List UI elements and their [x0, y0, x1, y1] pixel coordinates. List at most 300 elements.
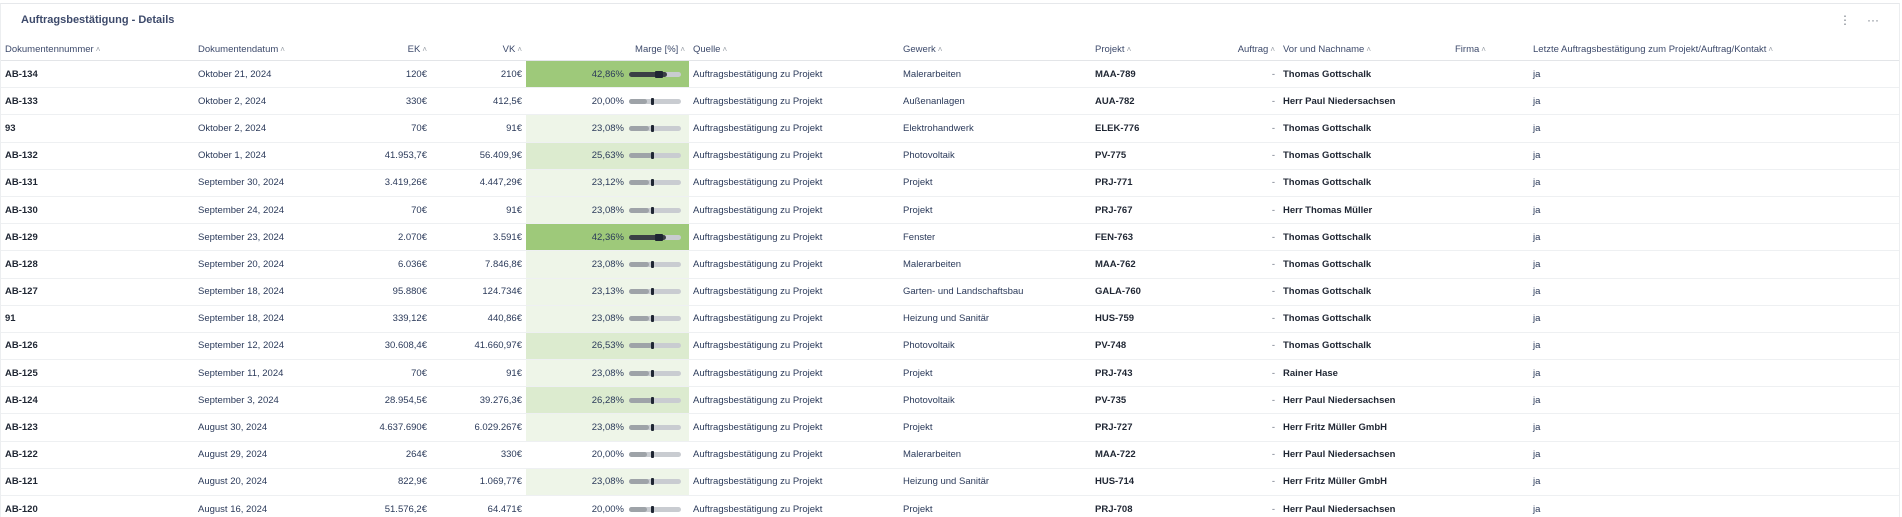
cell-auftrag: - — [1209, 88, 1279, 115]
cell-projekt: PV-748 — [1091, 332, 1209, 359]
marge-bar — [629, 425, 681, 430]
cell-doc: AB-125 — [1, 360, 194, 387]
cell-marge — [526, 496, 689, 517]
marge-value: 23,08% — [591, 258, 624, 270]
column-header-doc[interactable] — [1, 38, 194, 61]
sort-arrow-icon[interactable]: ˄ — [937, 44, 943, 54]
cell-ek: 339,12€ — [369, 305, 431, 332]
marge-bar-marker — [655, 71, 663, 78]
cell-auftrag: - — [1209, 387, 1279, 414]
cell-letzte: ja — [1529, 496, 1900, 517]
cell-gewerk: Projekt — [899, 414, 1091, 441]
column-header-date[interactable] — [194, 38, 369, 61]
marge-bar — [629, 262, 681, 267]
table-row[interactable] — [1, 414, 1900, 441]
cell-vk: 7.846,8€ — [431, 251, 526, 278]
marge-bar-marker — [651, 288, 654, 295]
marge-bar-fill — [629, 99, 647, 104]
cell-ek: 51.576,2€ — [369, 496, 431, 517]
sort-arrow-icon[interactable]: ˄ — [1481, 44, 1486, 54]
cell-auftrag: - — [1209, 61, 1279, 88]
cell-marge — [526, 115, 689, 142]
cell-vk: 91€ — [431, 115, 526, 142]
table-row[interactable] — [1, 115, 1900, 142]
marge-bar-marker — [651, 179, 654, 186]
cell-ek: 6.036€ — [369, 251, 431, 278]
sort-arrow-icon[interactable]: ˄ — [680, 44, 685, 54]
table-row[interactable] — [1, 305, 1900, 332]
cell-firma — [1451, 88, 1529, 115]
table-row[interactable] — [1, 468, 1900, 495]
cell-gewerk: Elektrohandwerk — [899, 115, 1091, 142]
marge-bar-marker — [651, 397, 654, 404]
cell-quelle: Auftragsbestätigung zu Projekt — [689, 142, 899, 169]
marge-value: 42,36% — [591, 231, 624, 243]
cell-ek: 30.608,4€ — [369, 332, 431, 359]
cell-gewerk: Photovoltaik — [899, 142, 1091, 169]
marge-bar-fill — [629, 289, 649, 294]
table-row[interactable] — [1, 224, 1900, 251]
cell-name: Thomas Gottschalk — [1279, 115, 1451, 142]
cell-marge — [526, 387, 689, 414]
cell-marge — [526, 468, 689, 495]
header-row — [1, 38, 1900, 61]
table-body — [1, 61, 1900, 517]
cell-letzte: ja — [1529, 224, 1900, 251]
marge-bar-marker — [651, 315, 654, 322]
marge-bar — [629, 126, 681, 131]
column-header-label: Letzte Auftragsbestätigung zum Projekt/Auftrag/Kontakt — [1533, 43, 1767, 55]
cell-quelle: Auftragsbestätigung zu Projekt — [689, 496, 899, 517]
cell-auftrag: - — [1209, 278, 1279, 305]
table-row[interactable] — [1, 196, 1900, 223]
marge-bar — [629, 72, 681, 77]
cell-ek: 2.070€ — [369, 224, 431, 251]
cell-quelle: Auftragsbestätigung zu Projekt — [689, 360, 899, 387]
cell-ek: 330€ — [369, 88, 431, 115]
cell-vk: 1.069,77€ — [431, 468, 526, 495]
cell-gewerk: Außenanlagen — [899, 88, 1091, 115]
cell-vk: 124.734€ — [431, 278, 526, 305]
marge-bar-fill — [629, 180, 649, 185]
table-row[interactable] — [1, 278, 1900, 305]
cell-date: September 3, 2024 — [194, 387, 369, 414]
cell-name: Thomas Gottschalk — [1279, 169, 1451, 196]
cell-doc: AB-129 — [1, 224, 194, 251]
cell-auftrag: - — [1209, 496, 1279, 517]
marge-bar-marker — [651, 261, 654, 268]
marge-bar-fill — [629, 208, 649, 213]
cell-letzte: ja — [1529, 251, 1900, 278]
card-title: Auftragsbestätigung - Details — [21, 14, 175, 26]
column-header-marge[interactable] — [526, 38, 689, 61]
cell-name: Herr Paul Niedersachsen — [1279, 496, 1451, 517]
cell-doc: AB-132 — [1, 142, 194, 169]
cell-auftrag: - — [1209, 142, 1279, 169]
cell-date: August 29, 2024 — [194, 441, 369, 468]
cell-name: Thomas Gottschalk — [1279, 278, 1451, 305]
cell-auftrag: - — [1209, 332, 1279, 359]
cell-gewerk: Photovoltaik — [899, 332, 1091, 359]
marge-bar-fill — [629, 153, 652, 158]
marge-bar-fill — [629, 343, 652, 348]
marge-bar — [629, 316, 681, 321]
cell-doc: 91 — [1, 305, 194, 332]
cell-auftrag: - — [1209, 169, 1279, 196]
cell-gewerk: Malerarbeiten — [899, 441, 1091, 468]
cell-name: Thomas Gottschalk — [1279, 224, 1451, 251]
marge-bar — [629, 398, 681, 403]
cell-firma — [1451, 251, 1529, 278]
table-row[interactable] — [1, 169, 1900, 196]
cell-firma — [1451, 414, 1529, 441]
marge-bar — [629, 180, 681, 185]
marge-bar — [629, 452, 681, 457]
cell-letzte: ja — [1529, 88, 1900, 115]
cell-date: August 20, 2024 — [194, 468, 369, 495]
cell-date: September 11, 2024 — [194, 360, 369, 387]
cell-quelle: Auftragsbestätigung zu Projekt — [689, 251, 899, 278]
cell-letzte: ja — [1529, 196, 1900, 223]
marge-bar-fill — [629, 262, 649, 267]
cell-name: Herr Paul Niedersachsen — [1279, 441, 1451, 468]
table-row[interactable] — [1, 441, 1900, 468]
cell-gewerk: Projekt — [899, 496, 1091, 517]
cell-marge — [526, 196, 689, 223]
marge-bar — [629, 153, 681, 158]
marge-bar-marker — [651, 506, 654, 513]
cell-projekt: PV-735 — [1091, 387, 1209, 414]
column-header-vk[interactable] — [431, 38, 526, 61]
column-header-name[interactable] — [1279, 38, 1451, 61]
cell-letzte: ja — [1529, 61, 1900, 88]
marge-bar-marker — [651, 478, 654, 485]
table-row[interactable] — [1, 251, 1900, 278]
cell-letzte: ja — [1529, 441, 1900, 468]
marge-bar-fill — [629, 425, 649, 430]
cell-ek: 28.954,5€ — [369, 387, 431, 414]
cell-name: Herr Paul Niedersachsen — [1279, 88, 1451, 115]
marge-bar-fill — [629, 126, 649, 131]
cell-ek: 95.880€ — [369, 278, 431, 305]
marge-bar-marker — [651, 451, 654, 458]
cell-date: Oktober 2, 2024 — [194, 115, 369, 142]
cell-projekt: FEN-763 — [1091, 224, 1209, 251]
cell-doc: AB-134 — [1, 61, 194, 88]
card-actions — [1839, 13, 1879, 27]
cell-quelle: Auftragsbestätigung zu Projekt — [689, 305, 899, 332]
sort-arrow-icon[interactable]: ˄ — [422, 44, 427, 54]
cell-vk: 64.471€ — [431, 496, 526, 517]
column-header-label: Firma — [1455, 43, 1480, 55]
column-header-label: Projekt — [1095, 43, 1125, 55]
cell-firma — [1451, 496, 1529, 517]
cell-doc: AB-126 — [1, 332, 194, 359]
table-row[interactable] — [1, 360, 1900, 387]
cell-date: Oktober 1, 2024 — [194, 142, 369, 169]
marge-bar-marker — [651, 207, 654, 214]
cell-projekt: PV-775 — [1091, 142, 1209, 169]
marge-bar-marker — [651, 152, 654, 159]
marge-value: 20,00% — [591, 95, 624, 107]
cell-quelle: Auftragsbestätigung zu Projekt — [689, 169, 899, 196]
marge-bar — [629, 208, 681, 213]
sort-arrow-icon[interactable]: ˄ — [280, 44, 285, 54]
cell-doc: AB-123 — [1, 414, 194, 441]
cell-name: Herr Fritz Müller GmbH — [1279, 414, 1451, 441]
marge-bar-marker — [651, 342, 654, 349]
column-header-label: Dokumentennummer — [5, 43, 94, 55]
cell-ek: 70€ — [369, 196, 431, 223]
cell-vk: 330€ — [431, 441, 526, 468]
cell-marge — [526, 360, 689, 387]
cell-firma — [1451, 115, 1529, 142]
sort-arrow-icon[interactable]: ˄ — [1270, 44, 1275, 54]
cell-doc: 93 — [1, 115, 194, 142]
cell-name: Thomas Gottschalk — [1279, 305, 1451, 332]
table-row[interactable] — [1, 61, 1900, 88]
cell-date: September 30, 2024 — [194, 169, 369, 196]
marge-value: 23,08% — [591, 476, 624, 488]
cell-date: September 20, 2024 — [194, 251, 369, 278]
cell-letzte: ja — [1529, 169, 1900, 196]
cell-firma — [1451, 441, 1529, 468]
marge-bar — [629, 99, 681, 104]
table-row[interactable] — [1, 387, 1900, 414]
marge-bar-marker — [651, 125, 654, 132]
cell-vk: 412,5€ — [431, 88, 526, 115]
cell-gewerk: Projekt — [899, 196, 1091, 223]
cell-vk: 3.591€ — [431, 224, 526, 251]
cell-firma — [1451, 468, 1529, 495]
cell-name: Herr Paul Niedersachsen — [1279, 387, 1451, 414]
cell-ek: 70€ — [369, 115, 431, 142]
marge-bar-fill — [629, 371, 649, 376]
cell-projekt: HUS-714 — [1091, 468, 1209, 495]
sort-arrow-icon[interactable]: ˄ — [1126, 44, 1132, 54]
column-header-letzte[interactable] — [1529, 38, 1900, 61]
cell-marge — [526, 251, 689, 278]
cell-vk: 6.029.267€ — [431, 414, 526, 441]
cell-marge — [526, 142, 689, 169]
cell-date: September 18, 2024 — [194, 278, 369, 305]
column-header-projekt[interactable] — [1091, 38, 1209, 61]
details-card — [0, 3, 1900, 517]
cell-gewerk: Photovoltaik — [899, 387, 1091, 414]
marge-value: 23,08% — [591, 367, 624, 379]
column-header-label: Marge [%] — [635, 43, 679, 55]
cell-firma — [1451, 305, 1529, 332]
cell-quelle: Auftragsbestätigung zu Projekt — [689, 61, 899, 88]
cell-projekt: PRJ-708 — [1091, 496, 1209, 517]
sort-arrow-icon[interactable]: ˄ — [1366, 44, 1372, 54]
cell-doc: AB-131 — [1, 169, 194, 196]
cell-quelle: Auftragsbestätigung zu Projekt — [689, 441, 899, 468]
cell-quelle: Auftragsbestätigung zu Projekt — [689, 468, 899, 495]
cell-doc: AB-128 — [1, 251, 194, 278]
cell-vk: 39.276,3€ — [431, 387, 526, 414]
cell-projekt: GALA-760 — [1091, 278, 1209, 305]
cell-projekt: MAA-722 — [1091, 441, 1209, 468]
cell-ek: 822,9€ — [369, 468, 431, 495]
cell-projekt: PRJ-743 — [1091, 360, 1209, 387]
cell-vk: 91€ — [431, 196, 526, 223]
cell-firma — [1451, 387, 1529, 414]
column-header-label: Auftrag — [1237, 43, 1269, 55]
cell-gewerk: Projekt — [899, 169, 1091, 196]
cell-auftrag: - — [1209, 414, 1279, 441]
cell-ek: 3.419,26€ — [369, 169, 431, 196]
details-table — [1, 38, 1900, 517]
marge-bar-fill — [629, 452, 647, 457]
cell-quelle: Auftragsbestätigung zu Projekt — [689, 88, 899, 115]
table-row[interactable] — [1, 332, 1900, 359]
marge-bar-marker — [651, 98, 654, 105]
marge-bar — [629, 479, 681, 484]
sort-arrow-icon[interactable]: ˄ — [517, 44, 522, 54]
marge-value: 23,08% — [591, 122, 624, 134]
cell-gewerk: Heizung und Sanitär — [899, 468, 1091, 495]
cell-doc: AB-133 — [1, 88, 194, 115]
cell-name: Thomas Gottschalk — [1279, 142, 1451, 169]
cell-marge — [526, 441, 689, 468]
cell-projekt: PRJ-767 — [1091, 196, 1209, 223]
cell-doc: AB-122 — [1, 441, 194, 468]
cell-gewerk: Heizung und Sanitär — [899, 305, 1091, 332]
cell-name: Thomas Gottschalk — [1279, 332, 1451, 359]
cell-doc: AB-127 — [1, 278, 194, 305]
sort-arrow-icon[interactable]: ˄ — [722, 44, 728, 54]
cell-marge — [526, 332, 689, 359]
cell-date: September 12, 2024 — [194, 332, 369, 359]
cell-doc: AB-124 — [1, 387, 194, 414]
marge-bar — [629, 235, 681, 240]
cell-auftrag: - — [1209, 441, 1279, 468]
cell-letzte: ja — [1529, 278, 1900, 305]
column-header-gewerk[interactable] — [899, 38, 1091, 61]
table-header — [1, 38, 1900, 61]
cell-firma — [1451, 61, 1529, 88]
cell-doc: AB-121 — [1, 468, 194, 495]
cell-marge — [526, 414, 689, 441]
marge-value: 20,00% — [591, 503, 624, 515]
cell-letzte: ja — [1529, 468, 1900, 495]
column-header-label: EK — [407, 43, 421, 55]
marge-bar-fill — [629, 316, 649, 321]
cell-gewerk: Garten- und Landschaftsbau — [899, 278, 1091, 305]
cell-vk: 210€ — [431, 61, 526, 88]
marge-bar — [629, 507, 681, 512]
cell-projekt: MAA-762 — [1091, 251, 1209, 278]
cell-ek: 4.637.690€ — [369, 414, 431, 441]
marge-bar-fill — [629, 507, 647, 512]
marge-value: 20,00% — [591, 449, 624, 461]
cell-name: Rainer Hase — [1279, 360, 1451, 387]
cell-auftrag: - — [1209, 305, 1279, 332]
cell-quelle: Auftragsbestätigung zu Projekt — [689, 387, 899, 414]
cell-date: August 30, 2024 — [194, 414, 369, 441]
cell-quelle: Auftragsbestätigung zu Projekt — [689, 196, 899, 223]
cell-vk: 41.660,97€ — [431, 332, 526, 359]
cell-quelle: Auftragsbestätigung zu Projekt — [689, 332, 899, 359]
table-row[interactable] — [1, 88, 1900, 115]
cell-letzte: ja — [1529, 115, 1900, 142]
cell-auftrag: - — [1209, 251, 1279, 278]
column-header-label: Gewerk — [903, 43, 936, 55]
more-options-icon[interactable]: ··· — [1867, 13, 1879, 27]
cell-date: Oktober 21, 2024 — [194, 61, 369, 88]
column-header-label: Vor und Nachname — [1283, 43, 1365, 55]
table-row[interactable] — [1, 496, 1900, 517]
sort-arrow-icon[interactable]: ˄ — [95, 44, 101, 54]
cell-ek: 41.953,7€ — [369, 142, 431, 169]
marge-value: 23,08% — [591, 204, 624, 216]
info-icon[interactable]: ⋮ — [1839, 13, 1851, 27]
cell-vk: 4.447,29€ — [431, 169, 526, 196]
column-header-label: Dokumentendatum — [198, 43, 279, 55]
cell-vk: 440,86€ — [431, 305, 526, 332]
cell-marge — [526, 88, 689, 115]
cell-gewerk: Malerarbeiten — [899, 251, 1091, 278]
cell-quelle: Auftragsbestätigung zu Projekt — [689, 115, 899, 142]
cell-quelle: Auftragsbestätigung zu Projekt — [689, 224, 899, 251]
cell-letzte: ja — [1529, 414, 1900, 441]
cell-date: August 16, 2024 — [194, 496, 369, 517]
column-header-label: Quelle — [693, 43, 721, 55]
marge-value: 26,53% — [591, 340, 624, 352]
marge-value: 42,86% — [591, 68, 624, 80]
cell-firma — [1451, 224, 1529, 251]
marge-bar — [629, 371, 681, 376]
cell-quelle: Auftragsbestätigung zu Projekt — [689, 278, 899, 305]
cell-marge — [526, 278, 689, 305]
cell-vk: 56.409,9€ — [431, 142, 526, 169]
cell-marge — [526, 224, 689, 251]
cell-date: September 24, 2024 — [194, 196, 369, 223]
cell-name: Thomas Gottschalk — [1279, 61, 1451, 88]
cell-name: Thomas Gottschalk — [1279, 251, 1451, 278]
cell-auftrag: - — [1209, 224, 1279, 251]
column-header-ek[interactable] — [369, 38, 431, 61]
column-header-auftrag[interactable] — [1209, 38, 1279, 61]
cell-ek: 264€ — [369, 441, 431, 468]
cell-ek: 70€ — [369, 360, 431, 387]
cell-letzte: ja — [1529, 360, 1900, 387]
cell-projekt: PRJ-727 — [1091, 414, 1209, 441]
column-header-firma[interactable] — [1451, 38, 1529, 61]
cell-auftrag: - — [1209, 360, 1279, 387]
sort-arrow-icon[interactable]: ˄ — [1768, 44, 1774, 54]
cell-projekt: HUS-759 — [1091, 305, 1209, 332]
cell-projekt: PRJ-771 — [1091, 169, 1209, 196]
cell-letzte: ja — [1529, 142, 1900, 169]
cell-date: September 23, 2024 — [194, 224, 369, 251]
cell-gewerk: Malerarbeiten — [899, 61, 1091, 88]
column-header-quelle[interactable] — [689, 38, 899, 61]
marge-bar-marker — [651, 424, 654, 431]
cell-name: Herr Thomas Müller — [1279, 196, 1451, 223]
cell-firma — [1451, 278, 1529, 305]
marge-value: 26,28% — [591, 394, 624, 406]
marge-value: 25,63% — [591, 150, 624, 162]
table-row[interactable] — [1, 142, 1900, 169]
marge-bar — [629, 343, 681, 348]
cell-quelle: Auftragsbestätigung zu Projekt — [689, 414, 899, 441]
cell-date: September 18, 2024 — [194, 305, 369, 332]
cell-doc: AB-130 — [1, 196, 194, 223]
marge-value: 23,08% — [591, 422, 624, 434]
cell-auftrag: - — [1209, 115, 1279, 142]
